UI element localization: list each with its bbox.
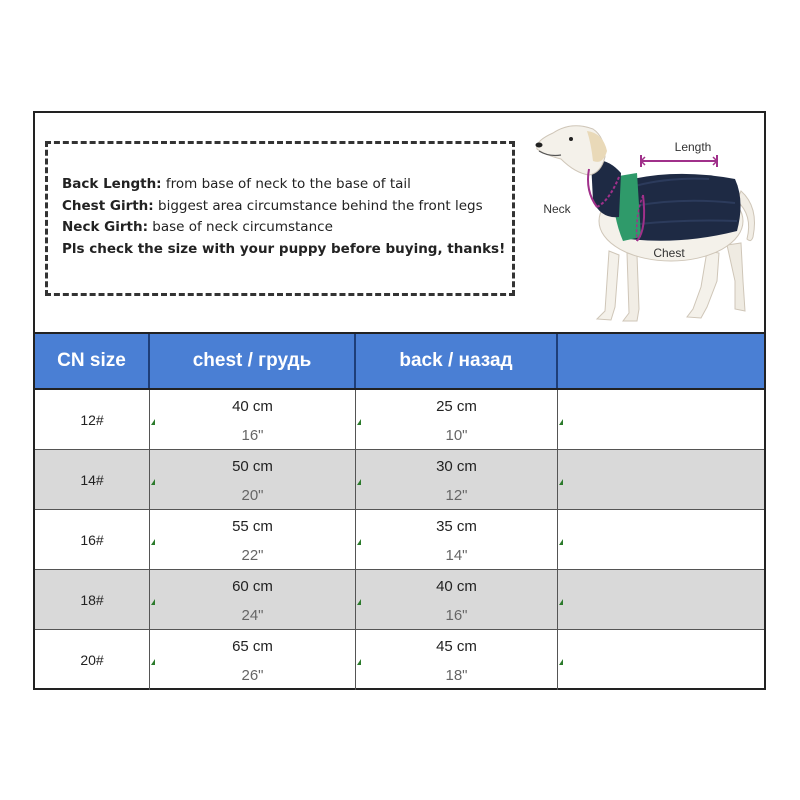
- back-cm: 40 cm: [436, 578, 477, 595]
- cell-marker-icon: [559, 479, 563, 485]
- size-table: [35, 334, 764, 690]
- back-length-text: from base of neck to the base of tail: [161, 176, 411, 192]
- dog-measurement-illustration: [531, 121, 763, 331]
- empty-cell: [558, 450, 764, 509]
- chest-inch: 16": [241, 427, 264, 444]
- cell-marker-icon: [151, 419, 155, 425]
- chest-cm: 40 cm: [232, 398, 273, 415]
- chest-cell: [150, 450, 356, 509]
- empty-cell: [558, 510, 764, 569]
- size-cell: 16#: [35, 510, 150, 569]
- back-inch: 18": [445, 667, 468, 684]
- cell-marker-icon: [357, 659, 361, 665]
- cell-marker-icon: [559, 419, 563, 425]
- neck-girth-note: [62, 217, 512, 239]
- cell-marker-icon: [151, 539, 155, 545]
- back-cm: 30 cm: [436, 458, 477, 475]
- cell-marker-icon: [151, 599, 155, 605]
- cell-marker-icon: [151, 479, 155, 485]
- chest-cell: [150, 570, 356, 629]
- empty-cell: [558, 630, 764, 690]
- chest-inch: 20": [241, 487, 264, 504]
- cell-marker-icon: [357, 599, 361, 605]
- info-panel: [35, 113, 764, 334]
- chest-girth-label: Chest Girth:: [62, 197, 154, 214]
- chest-cm: 60 cm: [232, 578, 273, 595]
- table-row: [35, 510, 764, 570]
- chest-cell: [150, 390, 356, 449]
- back-cell: [356, 390, 558, 449]
- size-cell: 12#: [35, 390, 150, 449]
- chest-inch: 26": [241, 667, 264, 684]
- chest-inch: 22": [241, 547, 264, 564]
- empty-cell: [558, 390, 764, 449]
- chest-cell: [150, 510, 356, 569]
- chest-cm: 50 cm: [232, 458, 273, 475]
- chest-label: Chest: [653, 246, 685, 260]
- back-length-label: Back Length:: [62, 176, 162, 192]
- back-cell: [356, 570, 558, 629]
- table-row: [35, 630, 764, 690]
- cell-marker-icon: [357, 419, 361, 425]
- back-cm: 25 cm: [436, 398, 477, 415]
- size-cell: 14#: [35, 450, 150, 509]
- back-cm: 45 cm: [436, 638, 477, 655]
- back-cell: [356, 510, 558, 569]
- back-length-note: [62, 174, 512, 196]
- cell-marker-icon: [559, 539, 563, 545]
- table-row: [35, 450, 764, 510]
- chest-girth-note: [62, 196, 512, 218]
- back-inch: 12": [445, 487, 468, 504]
- header-chest: chest / грудь: [150, 334, 356, 388]
- length-label: Length: [674, 140, 712, 154]
- chest-cm: 55 cm: [232, 518, 273, 535]
- header-cn-size: CN size: [35, 334, 150, 388]
- back-inch: 16": [445, 607, 468, 624]
- table-row: [35, 570, 764, 630]
- neck-label: Neck: [543, 202, 571, 216]
- back-cell: [356, 630, 558, 690]
- header-back: back / назад: [356, 334, 558, 388]
- empty-cell: [558, 570, 764, 629]
- size-cell: 20#: [35, 630, 150, 690]
- neck-girth-label: Neck Girth:: [62, 219, 148, 235]
- back-cell: [356, 450, 558, 509]
- cell-marker-icon: [357, 539, 361, 545]
- cell-marker-icon: [151, 659, 155, 665]
- header-empty: [558, 334, 764, 388]
- size-chart: [33, 111, 766, 690]
- cell-marker-icon: [559, 599, 563, 605]
- check-size-note: [62, 239, 512, 261]
- chest-inch: 24": [241, 607, 264, 624]
- chest-cell: [150, 630, 356, 690]
- check-size-text: Pls check the size with your puppy before buying, thanks!: [62, 240, 506, 257]
- back-inch: 14": [445, 547, 468, 564]
- chest-girth-text: biggest area circumstance behind the front legs: [153, 197, 483, 214]
- back-inch: 10": [445, 427, 468, 444]
- cell-marker-icon: [559, 659, 563, 665]
- measurement-notes-box: [45, 141, 515, 296]
- size-cell: 18#: [35, 570, 150, 629]
- table-header-row: [35, 334, 764, 390]
- table-row: [35, 390, 764, 450]
- neck-girth-text: base of neck circumstance: [147, 219, 333, 235]
- chest-cm: 65 cm: [232, 638, 273, 655]
- back-cm: 35 cm: [436, 518, 477, 535]
- cell-marker-icon: [357, 479, 361, 485]
